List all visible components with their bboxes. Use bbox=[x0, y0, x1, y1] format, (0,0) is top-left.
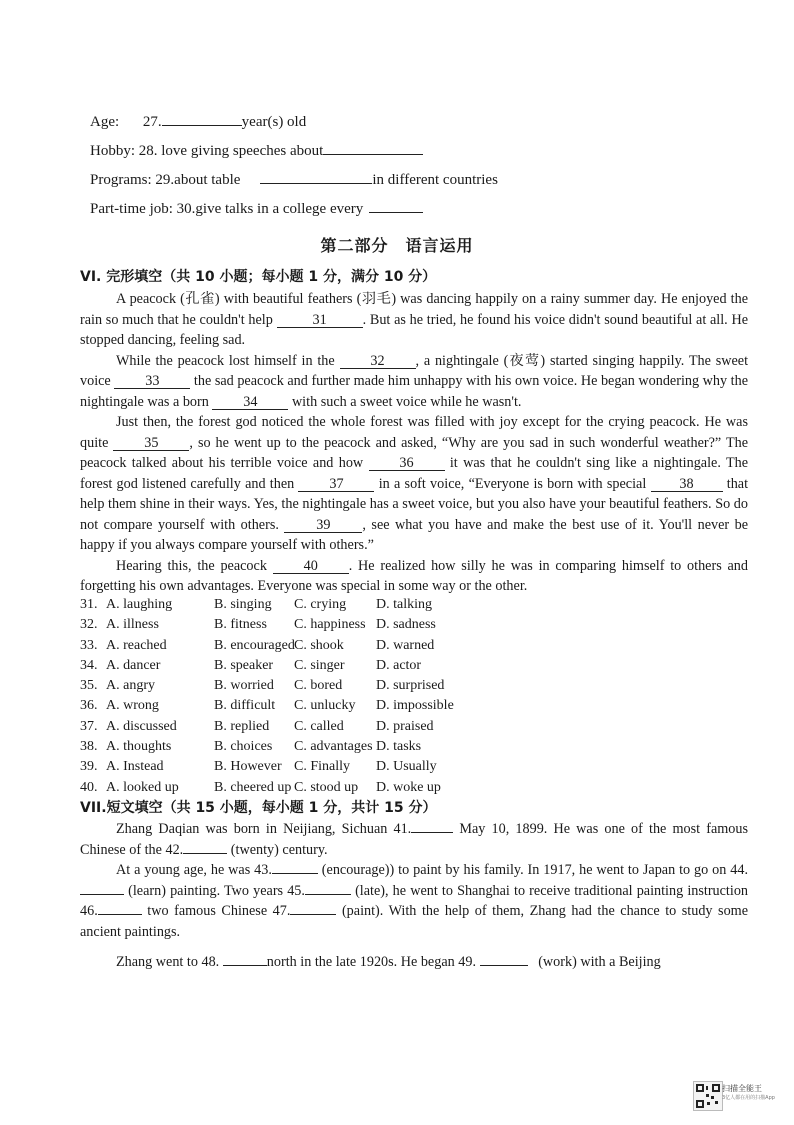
p3-text-a: Just then, the forest god noticed the whole forest was filled with joy except for the crying peacock. He was quite bbox=[80, 414, 748, 451]
age-label: Age: bbox=[90, 114, 120, 130]
option-c: C. bored bbox=[294, 678, 343, 694]
hobby-row bbox=[90, 142, 423, 160]
programs-text: Programs: 29.about table bbox=[90, 172, 241, 188]
option-num: 33. bbox=[80, 637, 98, 653]
job-blank bbox=[369, 200, 423, 213]
hobby-blank bbox=[323, 142, 423, 155]
blank-39: 39 bbox=[284, 518, 362, 533]
cloze-paragraph-4 bbox=[80, 556, 748, 597]
qr-code-icon bbox=[693, 1081, 723, 1111]
option-a: A. laughing bbox=[106, 597, 173, 612]
fill-paragraph-2 bbox=[80, 860, 748, 942]
cloze-options bbox=[80, 595, 454, 798]
option-num: 35. bbox=[80, 678, 98, 694]
option-d: D. tasks bbox=[376, 739, 422, 755]
section-vi-title: VI. 完形填空（共 10 小题；每小题 1 分，满分 10 分） bbox=[80, 269, 437, 285]
option-row bbox=[80, 696, 454, 716]
blank-34: 34 bbox=[212, 395, 288, 410]
s7-p1-b: May 10, 1899. He was one of the most famous Chinese of the 42. bbox=[80, 821, 748, 858]
scanner-sub: 3亿人都在用的扫描App bbox=[722, 1095, 775, 1101]
option-b: B. fitness bbox=[214, 617, 267, 633]
blank-33: 33 bbox=[114, 374, 190, 389]
option-a: A. reached bbox=[106, 637, 167, 653]
blank-41 bbox=[411, 832, 453, 833]
option-row bbox=[80, 636, 454, 656]
option-num: 37. bbox=[80, 718, 98, 734]
option-c: C. crying bbox=[294, 597, 347, 612]
option-num: 34. bbox=[80, 657, 98, 673]
p4-text-a: Hearing this, the peacock bbox=[116, 557, 267, 574]
option-row bbox=[80, 595, 454, 615]
option-a: A. Instead bbox=[106, 759, 164, 775]
option-a: A. dancer bbox=[106, 657, 161, 673]
option-num: 39. bbox=[80, 759, 98, 775]
s7-p2-a: At a young age, he was 43. bbox=[116, 862, 272, 878]
option-d: D. Usually bbox=[376, 759, 437, 775]
blank-37: 37 bbox=[298, 477, 374, 492]
option-b: B. However bbox=[214, 759, 282, 775]
programs-row bbox=[90, 171, 498, 189]
option-row bbox=[80, 737, 454, 757]
option-row bbox=[80, 778, 454, 798]
cloze-paragraph-3 bbox=[80, 412, 748, 556]
blank-32: 32 bbox=[340, 354, 416, 369]
p4-text-b: . He realized how silly he was in comparing himself to others and forgetting his own advantages. Everyone was special in some way or the other. bbox=[80, 557, 748, 594]
option-b: B. cheered up bbox=[214, 779, 292, 795]
blank-46 bbox=[98, 914, 142, 915]
p1-text-b: . But as he tried, he found his voice didn't sound beautiful at all. He stopped dancing, feeling sad. bbox=[80, 311, 749, 348]
p3-text-e: that help them shine in their ways. Yes, the nightingale has a sweet voice, but you also have your beautiful feathers. So do not compare yourself with others. bbox=[80, 475, 749, 533]
option-a: A. looked up bbox=[106, 779, 179, 795]
blank-47 bbox=[290, 914, 336, 915]
p3-text-b: , so he went up to the peacock and asked, “Why are you sad in such wonderful weather?” The peacock talked about his terrible voice and how bbox=[80, 434, 748, 471]
programs-suffix: in different countries bbox=[372, 172, 498, 188]
blank-38: 38 bbox=[651, 477, 723, 492]
option-d: D. woke up bbox=[376, 779, 441, 795]
option-row bbox=[80, 656, 454, 676]
blank-45 bbox=[305, 894, 351, 895]
option-num: 32. bbox=[80, 617, 98, 633]
option-num: 38. bbox=[80, 739, 98, 755]
s7-p1-a: Zhang Daqian was born in Neijiang, Sichuan 41. bbox=[116, 821, 412, 837]
option-b: B. choices bbox=[214, 739, 273, 755]
option-b: B. worried bbox=[214, 678, 274, 694]
programs-blank bbox=[260, 171, 372, 184]
blank-48 bbox=[223, 965, 267, 966]
fill-paragraph-1 bbox=[80, 819, 748, 860]
option-c: C. advantages bbox=[294, 739, 373, 755]
p3-text-d: in a soft voice, “Everyone is born with special bbox=[378, 475, 647, 492]
p2-text-c: the sad peacock and further made him unhappy with his own voice. He began wondering why the nightingale was a born bbox=[80, 373, 749, 410]
blank-49 bbox=[480, 965, 528, 966]
blank-35: 35 bbox=[113, 436, 189, 451]
s7-p2-d: (late), he went to Shanghai to receive traditional painting instruction 46. bbox=[80, 882, 749, 919]
blank-36: 36 bbox=[369, 456, 445, 471]
s7-p3-a: Zhang went to 48. bbox=[116, 954, 220, 970]
age-number: 27. bbox=[142, 114, 162, 130]
age-blank bbox=[162, 113, 242, 126]
age-row bbox=[90, 113, 306, 131]
scanner-label: 扫描全能王 bbox=[722, 1084, 762, 1093]
option-row bbox=[80, 757, 454, 777]
option-d: D. warned bbox=[376, 637, 435, 653]
cloze-passage bbox=[80, 289, 748, 597]
option-b: B. speaker bbox=[214, 657, 274, 673]
option-c: C. happiness bbox=[294, 617, 366, 633]
cloze-paragraph-1 bbox=[80, 289, 748, 351]
option-row bbox=[80, 615, 454, 635]
s7-p3-c: (work) with a Beijing bbox=[538, 954, 661, 970]
blank-43 bbox=[272, 873, 318, 874]
option-c: C. shook bbox=[294, 637, 344, 653]
cloze-paragraph-2 bbox=[80, 351, 748, 413]
option-b: B. encouraged bbox=[214, 637, 295, 653]
hobby-text: Hobby: 28. love giving speeches about bbox=[90, 143, 324, 159]
section-vii-title: VII.短文填空（共 15 小题，每小题 1 分，共计 15 分） bbox=[80, 800, 437, 816]
option-c: C. called bbox=[294, 718, 344, 734]
option-d: D. praised bbox=[376, 718, 434, 734]
s7-p1-c: (twenty) century. bbox=[230, 841, 328, 858]
option-c: C. unlucky bbox=[294, 698, 356, 714]
s7-p2-b: (encourage)) to paint by his family. In 1917, he went to Japan to go on 44. bbox=[321, 862, 748, 878]
option-b: B. singing bbox=[214, 597, 272, 612]
age-suffix: year(s) old bbox=[241, 114, 307, 130]
job-row bbox=[90, 200, 423, 218]
option-num: 31. bbox=[80, 597, 98, 612]
option-num: 36. bbox=[80, 698, 98, 714]
option-d: D. actor bbox=[376, 657, 422, 673]
fill-passage bbox=[80, 819, 748, 973]
blank-44 bbox=[80, 894, 124, 895]
blank-40: 40 bbox=[273, 559, 349, 574]
option-a: A. wrong bbox=[106, 698, 159, 714]
option-c: C. singer bbox=[294, 657, 345, 673]
option-num: 40. bbox=[80, 779, 98, 795]
p2-text-d: with such a sweet voice while he wasn't. bbox=[291, 393, 522, 410]
option-a: A. discussed bbox=[106, 718, 177, 734]
s7-p3-b: north in the late 1920s. He began 49. bbox=[266, 954, 476, 970]
option-a: A. illness bbox=[106, 617, 159, 633]
option-b: B. difficult bbox=[214, 698, 276, 714]
s7-p2-e: two famous Chinese 47. bbox=[147, 903, 291, 919]
blank-42 bbox=[183, 853, 227, 854]
p2-text-b: , a nightingale (夜莺) started singing happily. The sweet voice bbox=[80, 352, 749, 389]
option-a: A. angry bbox=[106, 678, 155, 694]
s7-p2-c: (learn) painting. Two years 45. bbox=[128, 882, 305, 899]
option-row bbox=[80, 676, 454, 696]
blank-31: 31 bbox=[277, 313, 363, 328]
part-title: 第二部分 语言运用 bbox=[320, 236, 474, 255]
option-d: D. surprised bbox=[376, 678, 445, 694]
scanner-watermark bbox=[722, 1083, 784, 1107]
option-d: D. sadness bbox=[376, 617, 436, 633]
option-row bbox=[80, 717, 454, 737]
p1-text-a: A peacock (孔雀) with beautiful feathers (羽毛) was dancing happily on a rainy summer day. He enjoyed the rain so much that he couldn't help bbox=[80, 291, 748, 328]
option-b: B. replied bbox=[214, 718, 270, 734]
s7-p2-f: (paint). With the help of them, Zhang had the chance to study some ancient paintings. bbox=[80, 903, 749, 940]
p3-text-f: , see what you have and make the best use of it. You'll never be happy if you always compare yourself with others.” bbox=[80, 516, 749, 553]
p2-text-a: While the peacock lost himself in the bbox=[116, 352, 335, 369]
option-d: D. talking bbox=[376, 597, 432, 612]
job-text: Part-time job: 30.give talks in a college every bbox=[90, 201, 364, 217]
fill-paragraph-3 bbox=[80, 952, 748, 973]
option-c: C. stood up bbox=[294, 779, 359, 795]
option-d: D. impossible bbox=[376, 698, 454, 714]
p3-text-c: it was that he couldn't sing like a nightingale. The forest god listened carefully and then bbox=[80, 455, 749, 492]
option-c: C. Finally bbox=[294, 759, 351, 775]
option-a: A. thoughts bbox=[106, 739, 172, 755]
